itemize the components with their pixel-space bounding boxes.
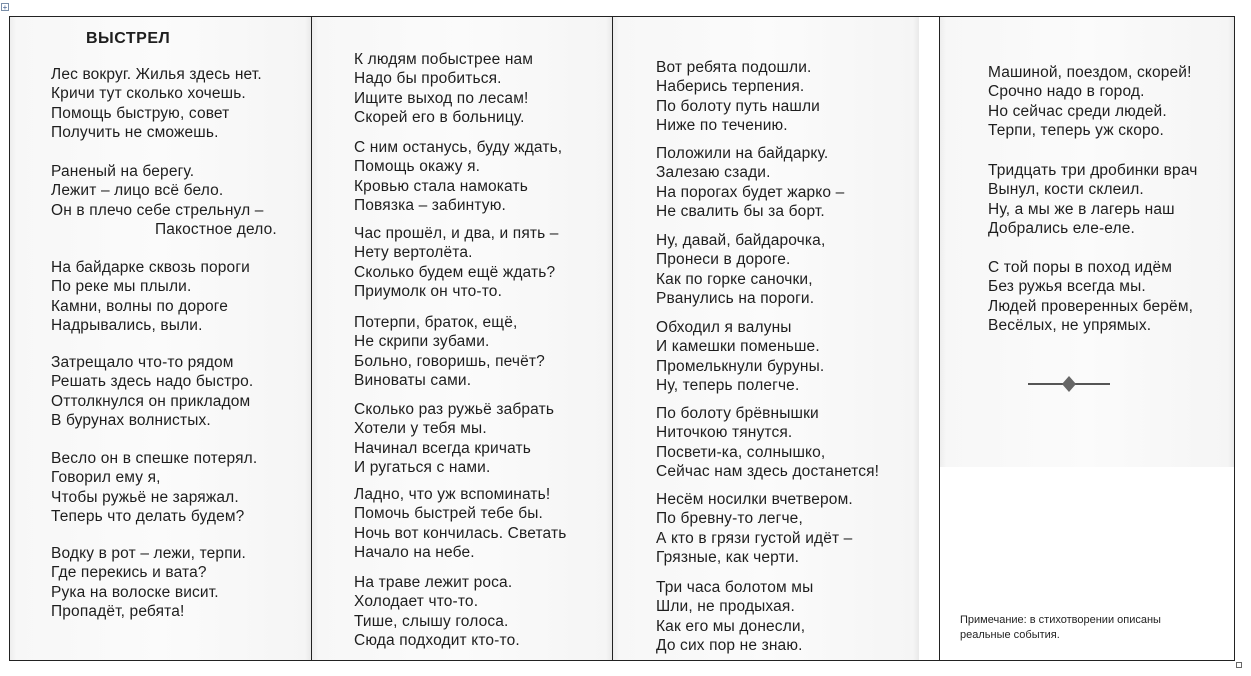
stanza — [656, 144, 844, 221]
poem-line: И камешки поменьше. — [656, 338, 820, 356]
stanza — [354, 400, 554, 477]
poem-line: Ну, давай, байдарочка, — [656, 232, 826, 249]
poem-line: Пронеси в дороге. — [656, 251, 791, 269]
poem-line: Больно, говоришь, печёт? — [354, 352, 545, 370]
poem-line: На байдарке сквозь пороги — [51, 259, 250, 276]
poem-line: Ночь вот кончилась. Светать — [354, 524, 567, 542]
scan-area — [940, 17, 1234, 467]
stanza — [988, 63, 1192, 140]
poem-line: Раненый на берегу. — [51, 163, 195, 180]
poem-line: На траве лежит роса. — [354, 574, 513, 591]
poem-line: Сколько будем ещё ждать? — [354, 263, 556, 281]
stanza — [51, 353, 253, 430]
poem-line: Приумолк он что-то. — [354, 282, 503, 300]
stanza — [656, 490, 853, 567]
poem-line: Без ружья всегда мы. — [988, 278, 1146, 296]
poem-line: Ладно, что уж вспоминать! — [354, 486, 551, 503]
poem-line: Срочно надо в город. — [988, 83, 1145, 101]
stanza — [354, 138, 562, 215]
poem-line: Потерпи, браток, ещё, — [354, 314, 518, 331]
footnote: Примечание: в стихотворении описаны реальные события. — [960, 614, 1161, 641]
poem-line: В бурунах волнистых. — [51, 411, 211, 429]
poem-line: Три часа болотом мы — [656, 579, 814, 596]
poem-line: Теперь что делать будем? — [51, 507, 245, 525]
poem-line: Лежит – лицо всё бело. — [51, 182, 224, 200]
stanza — [51, 162, 277, 239]
poem-line: Надо бы пробиться. — [354, 70, 502, 88]
table-move-handle-icon[interactable]: + — [2, 3, 8, 12]
poem-line: Не свалить бы за борт. — [656, 202, 825, 220]
poem-line: Не скрипи зубами. — [354, 333, 490, 351]
poem-line: На порогах будет жарко – — [656, 183, 845, 201]
stanza — [656, 318, 824, 395]
poem-line: Нету вертолёта. — [354, 244, 473, 262]
poem-line: И ругаться с нами. — [354, 458, 491, 476]
poem-line: Обходил я валуны — [656, 319, 792, 336]
poem-column-4 — [940, 17, 1234, 660]
poem-line: Помощь быструю, совет — [51, 104, 230, 122]
poem-line: Он в плечо себе стрельнул – — [51, 201, 264, 219]
poem-line: Ну, теперь полегче. — [656, 376, 800, 394]
poem-line: Весло он в спешке потерял. — [51, 450, 258, 467]
poem-line: По реке мы плыли. — [51, 278, 192, 296]
stanza — [656, 578, 813, 655]
poem-line: К людям побыстрее нам — [354, 51, 534, 68]
poem-line: Залезаю сзади. — [656, 164, 771, 182]
poem-line: Машиной, поездом, скорей! — [988, 64, 1192, 81]
poem-line: Тридцать три дробинки врач — [988, 162, 1198, 179]
poem-line: Несём носилки вчетвером. — [656, 491, 853, 508]
poem-line: Рванулись на пороги. — [656, 289, 815, 307]
stanza — [656, 58, 820, 135]
poem-line: Сейчас нам здесь достанется! — [656, 462, 880, 480]
poem-line: Шли, не продыхая. — [656, 598, 795, 616]
poem-line: Помочь быстрей тебе бы. — [354, 505, 544, 523]
poem-line: Грязные, как черти. — [656, 548, 800, 566]
poem-column-2 — [312, 17, 612, 660]
poem-line: Начинал всегда кричать — [354, 439, 531, 457]
poem-line: Камни, волны по дороге — [51, 297, 228, 315]
poem-line: Вынул, кости склеил. — [988, 181, 1144, 199]
poem-line: Как по горке саночки, — [656, 270, 813, 288]
poem-line: Сколько раз ружьё забрать — [354, 401, 555, 418]
poem-column-1 — [10, 17, 311, 660]
poem-line: С ним останусь, буду ждать, — [354, 139, 563, 156]
poem-line: По бревну-то легче, — [656, 510, 803, 528]
poem-line: Скорей его в больницу. — [354, 108, 525, 126]
poem-line: Ну, а мы же в лагерь наш — [988, 200, 1175, 218]
poem-title: ВЫСТРЕЛ — [86, 30, 171, 47]
poem-line: Пропадёт, ребята! — [51, 602, 185, 620]
divider-ornament-icon — [1026, 375, 1112, 393]
stanza — [656, 231, 825, 308]
poem-line: Посвети-ка, солнышко, — [656, 443, 826, 461]
poem-column-3 — [613, 17, 919, 660]
poem-line: Рука на волоске висит. — [51, 583, 219, 601]
stanza — [51, 449, 257, 526]
poem-line: Говорил ему я, — [51, 469, 161, 487]
poem-line: С той поры в поход идём — [988, 259, 1173, 276]
poem-line: Добрались еле-еле. — [988, 219, 1135, 237]
poem-line: Терпи, теперь уж скоро. — [988, 121, 1164, 139]
poem-line: Затрещало что-то рядом — [51, 354, 234, 371]
poem-line: Наберись терпения. — [656, 78, 805, 96]
stanza — [354, 573, 520, 650]
stanza — [354, 50, 533, 127]
poem-line: Весёлых, не упрямых. — [988, 316, 1152, 334]
poem-line: По болоту брёвнышки — [656, 405, 819, 422]
stanza — [354, 313, 545, 390]
stanza — [988, 258, 1193, 335]
poem-line: А кто в грязи густой идёт – — [656, 529, 853, 547]
poem-line: Получить не сможешь. — [51, 123, 219, 141]
poem-line: Тише, слышу голоса. — [354, 612, 509, 630]
poem-line: Вот ребята подошли. — [656, 59, 812, 76]
poem-line: Повязка – забинтую. — [354, 196, 506, 214]
poem-line: Лес вокруг. Жилья здесь нет. — [51, 66, 262, 83]
stanza — [51, 258, 250, 335]
poem-line: Водку в рот – лежи, терпи. — [51, 545, 247, 562]
poem-line: Ниточкою тянутся. — [656, 424, 793, 442]
poem-line: Чтобы ружьё не заряжал. — [51, 488, 239, 506]
poem-line: Промелькнули буруны. — [656, 357, 825, 375]
stanza — [51, 544, 246, 621]
poem-line: Решать здесь надо быстро. — [51, 373, 254, 391]
stanza — [51, 65, 262, 142]
poem-line: Но сейчас среди людей. — [988, 102, 1167, 120]
poem-line: Пакостное дело. — [155, 220, 277, 238]
poem-table — [9, 16, 1235, 661]
poem-line: Кричи тут сколько хочешь. — [51, 85, 246, 103]
poem-line: Положили на байдарку. — [656, 145, 829, 162]
poem-line: Ищите выход по лесам! — [354, 89, 529, 107]
poem-line: Надрывались, выли. — [51, 316, 203, 334]
poem-line: Как его мы донесли, — [656, 617, 806, 635]
poem-line: По болоту путь нашли — [656, 97, 820, 115]
poem-line: Людей проверенных берём, — [988, 297, 1194, 315]
poem-line: Начало на небе. — [354, 543, 475, 561]
poem-line: Сюда подходит кто-то. — [354, 631, 520, 649]
poem-line: Ниже по течению. — [656, 116, 788, 134]
poem-line: Хотели у тебя мы. — [354, 420, 487, 438]
poem-line: Где перекись и вата? — [51, 564, 207, 582]
poem-line: Оттолкнулся он прикладом — [51, 392, 251, 410]
poem-line: Виноваты сами. — [354, 371, 472, 389]
poem-line: Помощь окажу я. — [354, 158, 481, 176]
poem-line: До сих пор не знаю. — [656, 636, 803, 654]
stanza — [354, 224, 559, 301]
stanza — [988, 161, 1197, 238]
poem-line: Кровью стала намокать — [354, 177, 528, 195]
poem-line: Холодает что-то. — [354, 593, 479, 611]
table-resize-handle-icon[interactable] — [1236, 662, 1242, 668]
stanza — [354, 485, 566, 562]
stanza — [656, 404, 879, 481]
poem-line: Час прошёл, и два, и пять – — [354, 225, 559, 242]
